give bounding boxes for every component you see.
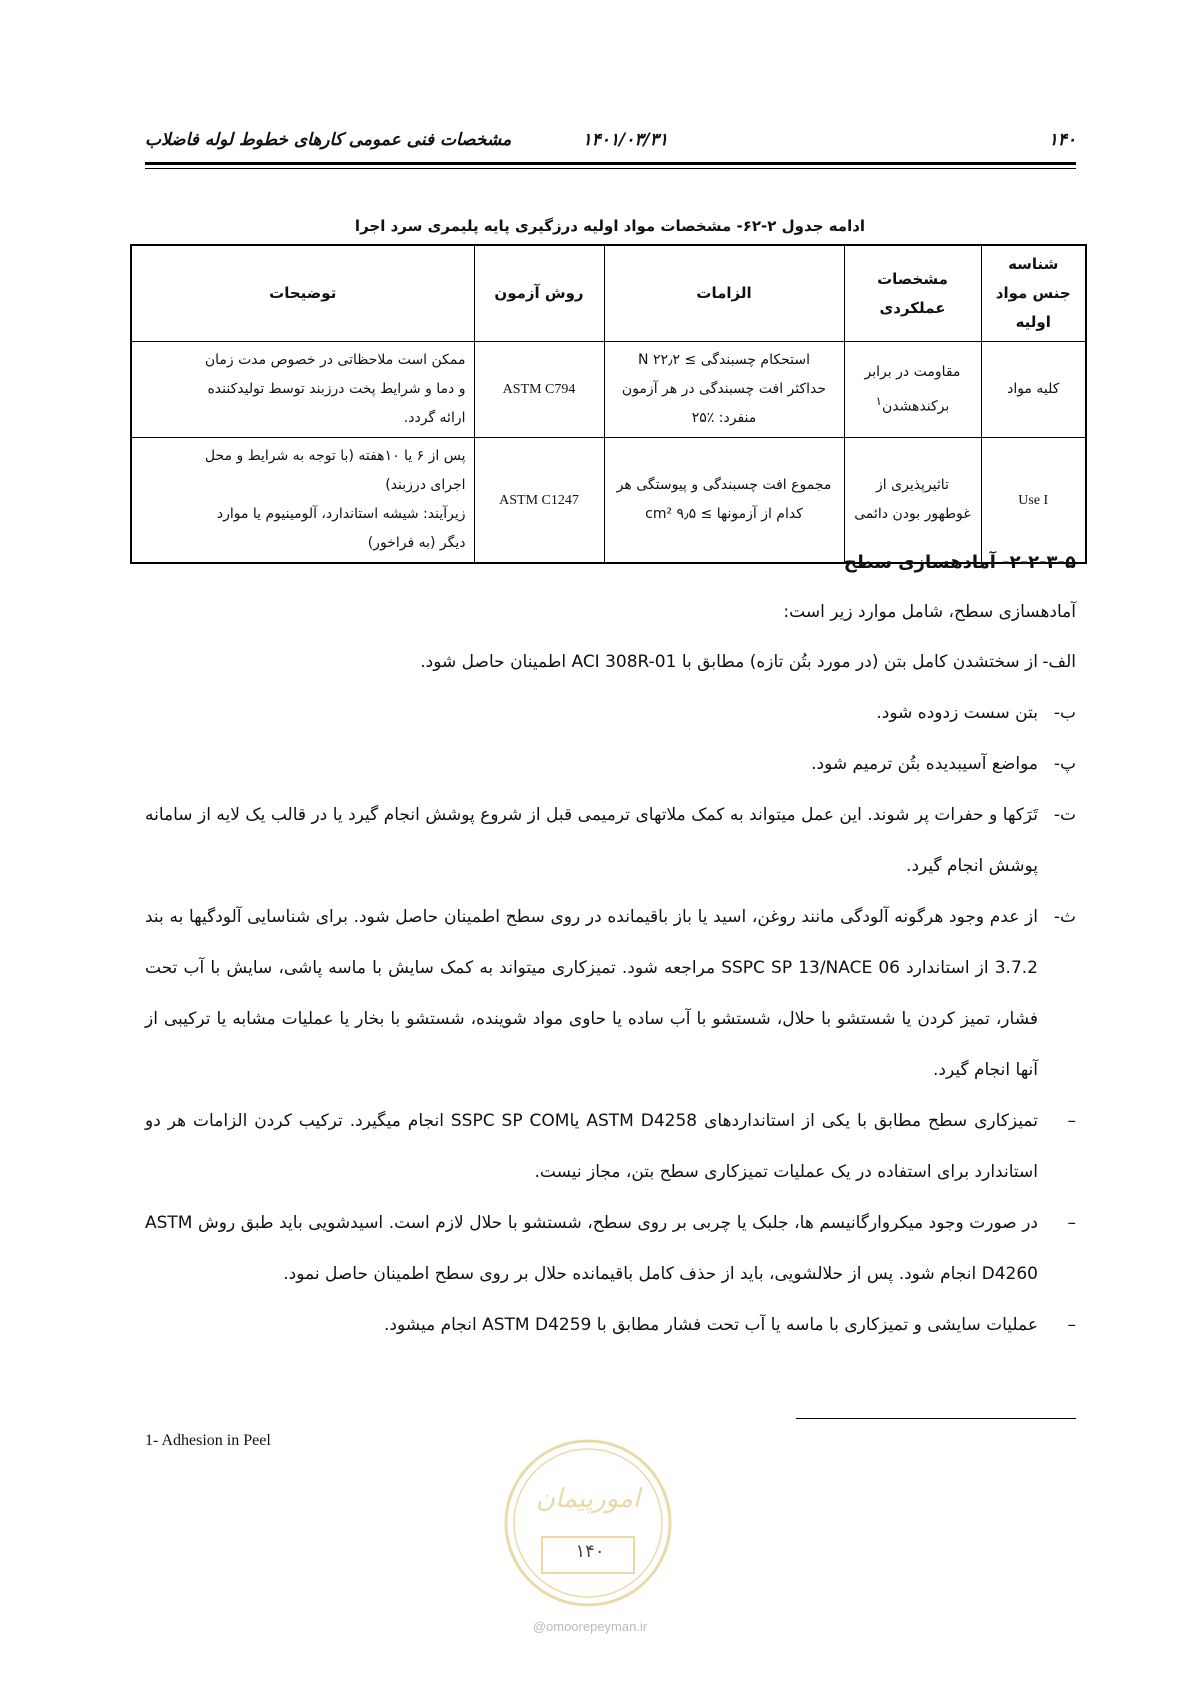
list-text: تمیزکاری سطح مطابق با یکی از استانداردهای ASTM D4258 یاSSPC SP COM انجام میگیرد. ترکیب کردن الزامات هر دو استاندارد برای استفاده در یک عملیات تمیزکاری سطح بتن، مجاز نیست.: [145, 1111, 1038, 1182]
description-line: ارائه گردد.: [403, 410, 466, 426]
performance-cell: تاثیرپذیری از غوطهور بودن دائمی: [844, 438, 981, 564]
list-text: در صورت وجود میکروارگانیسم ها، جلبک یا چربی بر روی سطح، شستشو با حلال لازم است. اسیدشویی باید طبق روش ASTM D4260 انجام شود. پس از حلالشویی، باید از حذف کامل باقیمانده حلال بر روی سطح اطمینان حاصل نمود.: [145, 1213, 1038, 1284]
footnote-marker: ۱: [875, 393, 882, 408]
header-date: ۱۴۰۱/۰۳/۳۱: [582, 130, 668, 150]
section-heading: ۲-۲-۳-۵- آمادهسازی سطح: [843, 552, 1076, 573]
description-line: پس از ۶ یا ۱۰هفته (با توجه به شرایط و محل: [204, 448, 466, 464]
list-text: مواضع آسیبدیده بتُن ترمیم شود.: [811, 754, 1038, 774]
list-item: [145, 790, 1076, 892]
requirement-line: مجموع افت چسبندگی و پیوستگی هر: [616, 477, 832, 493]
list-marker: الف-: [1042, 652, 1076, 672]
table-header-cell: توضیحات: [131, 245, 474, 342]
requirements-cell: [604, 342, 844, 438]
list-item: [145, 688, 1076, 739]
requirement-line: استحکام چسبندگی ≥ ۲۲٫۲ N: [638, 352, 810, 368]
list-marker: –: [1067, 1213, 1076, 1233]
list-item: [145, 892, 1076, 1096]
table-header-cell: شناسه جنس مواد اولیه: [981, 245, 1086, 342]
description-line: و دما و شرایط پخت درزبند توسط تولیدکننده: [207, 381, 466, 397]
watermark-logo-icon: [502, 1437, 674, 1609]
test-method-cell: ASTM C794: [474, 342, 604, 438]
section-body: [145, 542, 1076, 1351]
description-line: اجرای درزبند): [385, 477, 466, 493]
table-row: [131, 342, 1086, 438]
footnote: 1- Adhesion in Peel: [145, 1432, 271, 1449]
footnote-rule: [796, 1418, 1076, 1419]
list-marker: ت-: [1053, 805, 1076, 825]
list-text: عملیات سایشی و تمیزکاری با ماسه یا آب تحت فشار مطابق با ASTM D4259 انجام میشود.: [384, 1315, 1038, 1335]
list-text: بتن سست زدوده شود.: [876, 703, 1038, 723]
performance-cell: [844, 342, 981, 438]
footer-page-number: ۱۴۰: [575, 1541, 605, 1562]
table-header-cell: الزامات: [604, 245, 844, 342]
requirement-line: کدام از آزمونها ≥ ۹٫۵ cm²: [645, 506, 803, 522]
material-cell: کلیه مواد: [981, 342, 1086, 438]
test-method-cell: ASTM C1247: [474, 438, 604, 564]
requirement-line: منفرد: ٪۲۵: [691, 410, 757, 426]
list-marker: ث-: [1053, 907, 1076, 927]
table-header-cell: روش آزمون: [474, 245, 604, 342]
table-caption: ادامه جدول ۲-۶۲- مشخصات مواد اولیه درزگیری پایه پلیمری سرد اجرا: [354, 217, 866, 235]
performance-text: مقاومت در برابر برکندهشدن: [864, 363, 961, 415]
watermark-logo-text: امورپیمان: [535, 1484, 641, 1514]
watermark-site: @omoorepeyman.ir: [532, 1619, 648, 1634]
list-text: تَرَکها و حفرات پر شوند. این عمل میتواند به کمک ملاتهای ترمیمی قبل از شروع پوشش انجام گیرد یا در قالب یک لایه از سامانه پوشش انجام گیرد.: [145, 805, 1038, 876]
list-text: از سختشدن کامل بتن (در مورد بتُن تازه) مطابق با ACI 308R-01 اطمینان حاصل شود.: [420, 652, 1038, 672]
description-line: زیرآیند: شیشه استاندارد، آلومینیوم یا موارد: [216, 506, 466, 522]
description-cell: [131, 342, 474, 438]
list-marker: پ-: [1053, 754, 1076, 774]
header-rule-thick: [145, 162, 1076, 165]
header-page-number: ۱۴۰: [1048, 130, 1076, 150]
table-header-cell: مشخصات عملکردی: [844, 245, 981, 342]
description-line: دیگر (به فراخور): [367, 535, 466, 551]
list-marker: ب-: [1053, 703, 1076, 723]
section-intro: آمادهسازی سطح، شامل موارد زیر است:: [783, 602, 1076, 622]
header-rule-thin: [145, 168, 1076, 169]
list-item: [145, 1198, 1076, 1300]
requirement-line: حداکثر افت چسبندگی در هر آزمون: [621, 381, 827, 397]
list-item: [145, 1300, 1076, 1351]
list-item: [145, 637, 1076, 688]
list-item: [145, 1096, 1076, 1198]
material-cell: Use I: [981, 438, 1086, 564]
spec-table: [130, 244, 1087, 564]
table-header-row: [131, 245, 1086, 342]
list-marker: –: [1067, 1111, 1076, 1131]
list-text: از عدم وجود هرگونه آلودگی مانند روغن، اسید یا باز باقیمانده در روی سطح اطمینان حاصل شود. برای شناسایی آلودگیها به بند 3.7.2 از استاندارد SSPC SP 13/NACE 06 مراجعه شود. تمیزکاری میتواند به کمک سایش با ماسه پاشی، سایش با آب تحت فشار، تمیز کردن یا شستشو با حلال، شستشو با آب ساده یا حاوی مواد شوینده، شستشو با بخار یا عملیات مشابه یا ترکیبی از آنها انجام گیرد.: [145, 907, 1038, 1080]
page-header: [145, 126, 1076, 162]
list-item: [145, 739, 1076, 790]
header-title: مشخصات فنی عمومی کارهای خطوط لوله فاضلاب: [145, 130, 512, 150]
list-marker: –: [1067, 1315, 1076, 1335]
description-line: ممکن است ملاحظاتی در خصوص مدت زمان: [204, 352, 466, 368]
